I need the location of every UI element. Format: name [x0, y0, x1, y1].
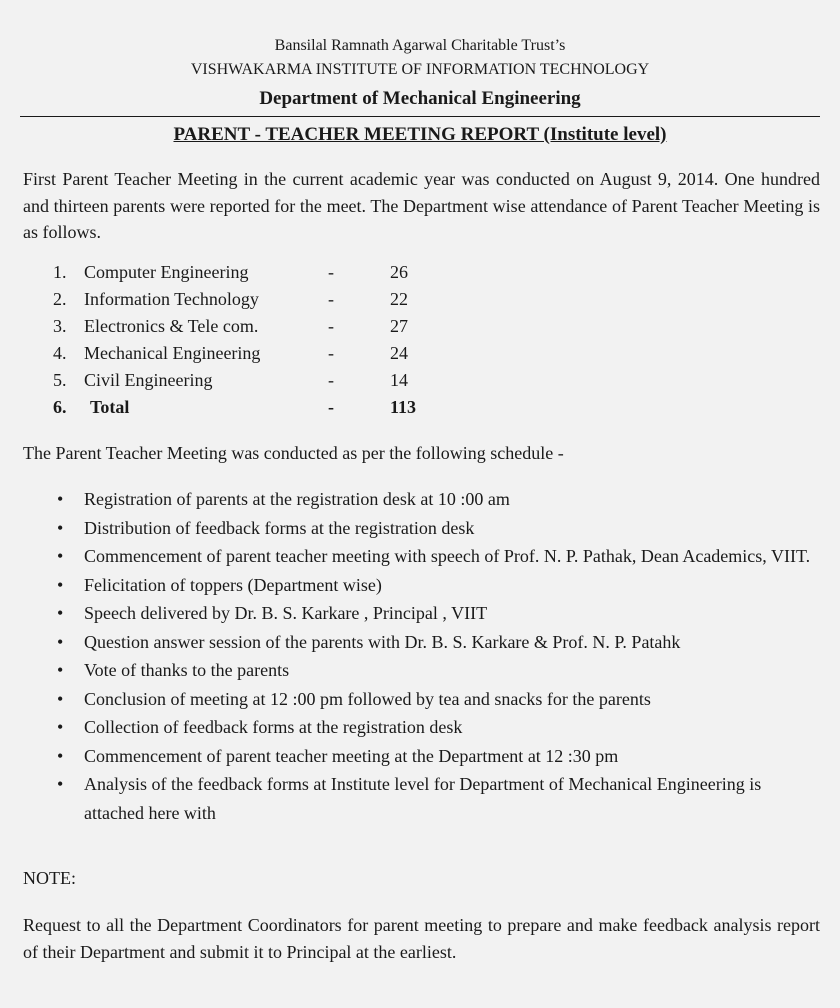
row-number: 4.	[53, 343, 67, 363]
bullet-icon: •	[57, 774, 64, 794]
attendance-row	[23, 262, 523, 289]
attendance-row	[23, 289, 523, 316]
row-dash: -	[328, 262, 334, 282]
attendance-list	[23, 262, 523, 424]
note-text: Request to all the Department Coordinators for parent meeting to prepare and make feedback analysis report of their Department and submit it to Principal at the earliest.	[23, 915, 820, 962]
department-label: Mechanical Engineering	[84, 343, 261, 363]
attendance-row	[23, 343, 523, 370]
department-label: Civil Engineering	[84, 370, 213, 390]
bullet-icon: •	[57, 631, 64, 652]
list-item	[23, 628, 820, 657]
total-label: Total	[90, 397, 130, 417]
list-item	[23, 599, 820, 628]
row-number: 2.	[53, 289, 67, 309]
department-label: Computer Engineering	[84, 262, 249, 282]
list-item	[23, 571, 820, 600]
schedule-item-text: Vote of thanks to the parents	[84, 660, 290, 680]
row-dash: -	[328, 397, 334, 417]
schedule-item-text: Collection of feedback forms at the registration desk	[84, 717, 463, 737]
bullet-icon: •	[57, 517, 64, 538]
attendance-total-row	[23, 397, 523, 424]
list-item	[23, 770, 820, 827]
list-item	[23, 542, 820, 571]
header-divider	[20, 116, 820, 117]
list-item	[23, 713, 820, 742]
row-number: 1.	[53, 262, 67, 282]
schedule-item-text: Question answer session of the parents with Dr. B. S. Karkare & Prof. N. P. Patahk	[84, 631, 681, 652]
schedule-item-text: Commencement of parent teacher meeting with speech of Prof. N. P. Pathak, Dean Academics, VIIT.	[84, 546, 811, 566]
schedule-item-text: Conclusion of meeting at 12 :00 pm followed by tea and snacks for the parents	[84, 688, 651, 709]
row-dash: -	[328, 343, 334, 363]
schedule-list	[23, 485, 820, 827]
schedule-item-text: Felicitation of toppers (Department wise)	[84, 574, 382, 595]
intro-paragraph: First Parent Teacher Meeting in the current academic year was conducted on August 9, 2014. One hundred and thirteen parents were reported for the meet. The Department wise attendance of Parent Teacher Meeting is as follows.	[23, 169, 820, 242]
schedule-item-text: Distribution of feedback forms at the registration desk	[84, 517, 475, 538]
row-number: 6.	[53, 397, 67, 417]
list-item	[23, 485, 820, 514]
list-item	[23, 742, 820, 771]
bullet-icon: •	[57, 745, 64, 766]
row-dash: -	[328, 370, 334, 390]
attendance-count: 22	[390, 289, 408, 309]
row-dash: -	[328, 316, 334, 336]
row-number: 5.	[53, 370, 67, 390]
row-dash: -	[328, 289, 334, 309]
total-count: 113	[390, 397, 417, 417]
schedule-item-text: Speech delivered by Dr. B. S. Karkare , Principal , VIIT	[84, 603, 488, 623]
attendance-count: 14	[390, 370, 408, 390]
list-item	[23, 514, 820, 543]
attendance-count: 27	[390, 316, 408, 336]
list-item	[23, 685, 820, 714]
bullet-icon: •	[57, 546, 64, 566]
bullet-icon: •	[57, 717, 64, 737]
row-number: 3.	[53, 316, 67, 336]
bullet-icon: •	[57, 603, 64, 623]
schedule-item-text: Commencement of parent teacher meeting at the Department at 12 :30 pm	[84, 745, 619, 766]
attendance-row	[23, 370, 523, 397]
institute-name: VISHWAKARMA INSTITUTE OF INFORMATION TECHNOLOGY	[190, 61, 650, 78]
attendance-count: 26	[390, 262, 408, 282]
bullet-icon: •	[57, 660, 64, 680]
schedule-intro: The Parent Teacher Meeting was conducted as per the following schedule -	[23, 443, 564, 463]
bullet-icon: •	[57, 574, 64, 595]
trust-name: Bansilal Ramnath Agarwal Charitable Trust’s	[274, 37, 566, 54]
report-title-text: PARENT - TEACHER MEETING REPORT (Institute level)	[173, 124, 667, 145]
attendance-row	[23, 316, 523, 343]
list-item	[23, 656, 820, 685]
attendance-count: 24	[390, 343, 408, 363]
department-name: Department of Mechanical Engineering	[259, 88, 581, 109]
bullet-icon: •	[57, 688, 64, 709]
bullet-icon: •	[57, 489, 64, 509]
report-title	[0, 124, 840, 146]
schedule-item-text: Analysis of the feedback forms at Institute level for Department of Mechanical Engineering is attached here with	[84, 774, 762, 823]
note-label: NOTE:	[23, 868, 76, 888]
schedule-item-text: Registration of parents at the registration desk at 10 :00 am	[84, 489, 510, 509]
department-label: Electronics & Tele com.	[84, 316, 259, 336]
department-label: Information Technology	[84, 289, 259, 309]
